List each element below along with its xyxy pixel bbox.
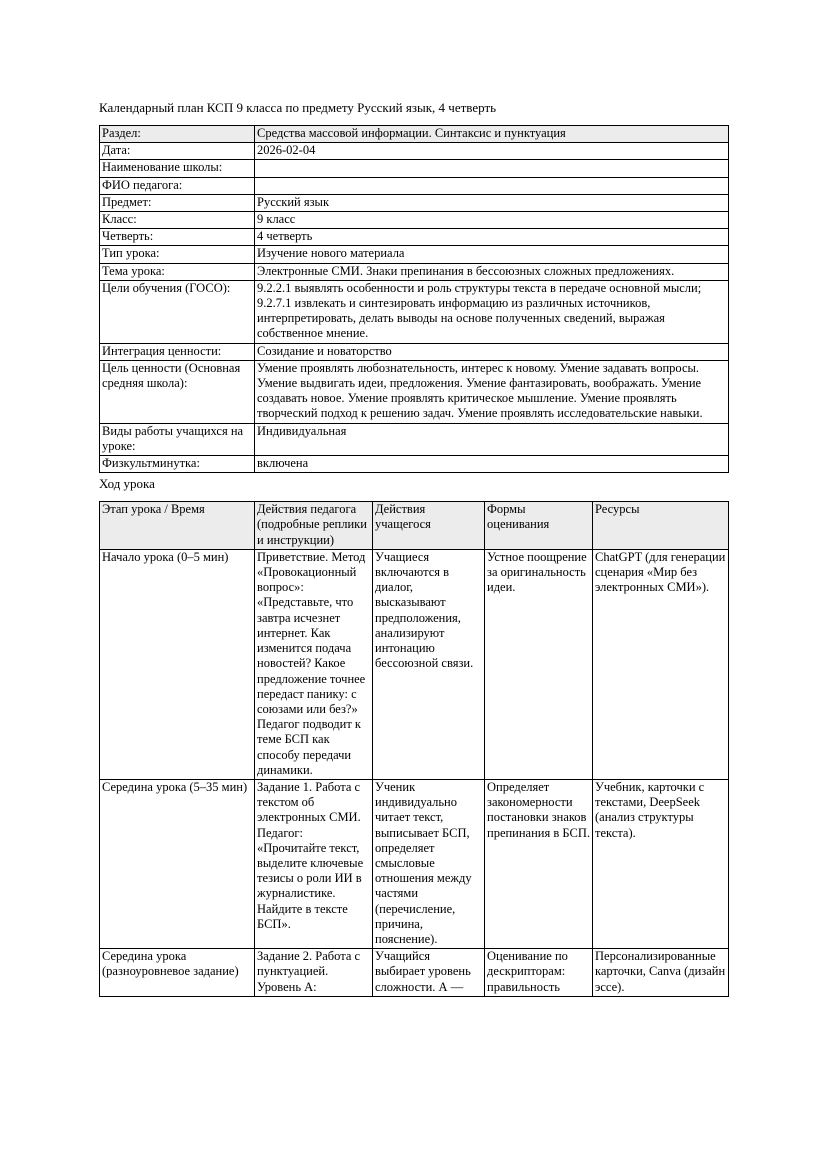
info-label: Предмет: [100,194,255,211]
info-label: Цели обучения (ГОСО): [100,280,255,343]
info-row-subject [100,194,729,211]
info-label: Четверть: [100,229,255,246]
column-header-student-actions: Действия учащегося [373,502,485,550]
lesson-flow-table [99,501,729,997]
info-label: Тип урока: [100,246,255,263]
lesson-row-middle [100,779,729,948]
column-header-resources: Ресурсы [593,502,729,550]
info-row-class [100,212,729,229]
info-label: Интеграция ценности: [100,343,255,360]
stage-cell: Середина урока (разноуровневое задание) [100,949,255,997]
info-row-data [100,143,729,160]
column-header-teacher-actions: Действия педагога (подробные реплики и инструкции) [255,502,373,550]
info-label: Цель ценности (Основная средняя школа): [100,360,255,423]
info-value: 9.2.2.1 выявлять особенности и роль структуры текста в передаче основной мысли; 9.2.7.1 извлекать и синтезировать информацию из различных источников, интерпретировать, делать выводы на основе полученных сведений, выражая собственное мнение. [255,280,729,343]
teacher-actions-cell: Приветствие. Метод «Провокационный вопрос»: «Представьте, что завтра исчезнет интернет. Как изменится подача новостей? Какое предложение точнее передаст панику: с союзами или без?» Педагог подводит к теме БСП как способу передачи динамики. [255,549,373,779]
info-label: Наименование школы: [100,160,255,177]
info-value: 2026-02-04 [255,143,729,160]
document-title: Календарный план КСП 9 класса по предмету Русский язык, 4 четверть [99,100,497,115]
resources-cell: Персонализированные карточки, Canva (дизайн эссе). [593,949,729,997]
info-value: Индивидуальная [255,423,729,455]
info-row-school [100,160,729,177]
column-header-stage: Этап урока / Время [100,502,255,550]
info-value: Электронные СМИ. Знаки препинания в бессоюзных сложных предложениях. [255,263,729,280]
assessment-cell: Устное поощрение за оригинальность идеи. [485,549,593,779]
teacher-actions-cell: Задание 1. Работа с текстом об электронных СМИ. Педагог: «Прочитайте текст, выделите ключевые тезисы о роли ИИ в журналистике. Найдите в тексте БСП». [255,779,373,948]
info-row-values-goal [100,360,729,423]
info-value [255,177,729,194]
info-label: Тема урока: [100,263,255,280]
student-actions-cell: Учащиеся включаются в диалог, высказывают предположения, анализируют интонацию бессоюзной связи. [373,549,485,779]
stage-cell: Середина урока (5–35 мин) [100,779,255,948]
info-value: Русский язык [255,194,729,211]
info-label: Класс: [100,212,255,229]
document-page [99,100,728,997]
info-label: Физкультминутка: [100,456,255,473]
student-actions-cell: Ученик индивидуально читает текст, выписывает БСП, определяет смысловые отношения между частями (перечисление, причина, пояснение). [373,779,485,948]
lesson-info-table [99,125,729,473]
info-label: Раздел: [100,126,255,143]
info-value: Изучение нового материала [255,246,729,263]
assessment-cell: Определяет закономерности постановки знаков препинания в БСП. [485,779,593,948]
info-label: Дата: [100,143,255,160]
lesson-row-middle-differentiated [100,949,729,997]
info-row-lesson-topic [100,263,729,280]
info-row-values-integration [100,343,729,360]
info-label: ФИО педагога: [100,177,255,194]
info-row-lesson-type [100,246,729,263]
info-value: Средства массовой информации. Синтаксис и пунктуация [255,126,729,143]
info-row-teacher [100,177,729,194]
info-value: Умение проявлять любознательность, интерес к новому. Умение задавать вопросы. Умение выдвигать идеи, предложения. Умение фантазировать, воображать. Умение создавать новое. Умение проявлять критическое мышление. Умение проявлять творческий подход к решению задач. Умение проявлять исследовательские навыки. [255,360,729,423]
column-header-assessment: Формы оценивания [485,502,593,550]
info-row-work-types [100,423,729,455]
teacher-actions-cell: Задание 2. Работа с пунктуацией. Уровень А: [255,949,373,997]
resources-cell: ChatGPT (для генерации сценария «Мир без электронных СМИ»). [593,549,729,779]
info-row-razdel [100,126,729,143]
info-value [255,160,729,177]
resources-cell: Учебник, карточки с текстами, DeepSeek (анализ структуры текста). [593,779,729,948]
assessment-cell: Оценивание по дескрипторам: правильность [485,949,593,997]
info-value: 9 класс [255,212,729,229]
info-value: Созидание и новаторство [255,343,729,360]
stage-cell: Начало урока (0–5 мин) [100,549,255,779]
section-heading: Ход урока [99,476,155,492]
info-value: включена [255,456,729,473]
info-row-phys-minute [100,456,729,473]
info-row-quarter [100,229,729,246]
lesson-table-header-row [100,502,729,550]
info-label: Виды работы учащихся на уроке: [100,423,255,455]
student-actions-cell: Учащийся выбирает уровень сложности. А — [373,949,485,997]
info-value: 4 четверть [255,229,729,246]
info-row-goals [100,280,729,343]
lesson-row-start [100,549,729,779]
